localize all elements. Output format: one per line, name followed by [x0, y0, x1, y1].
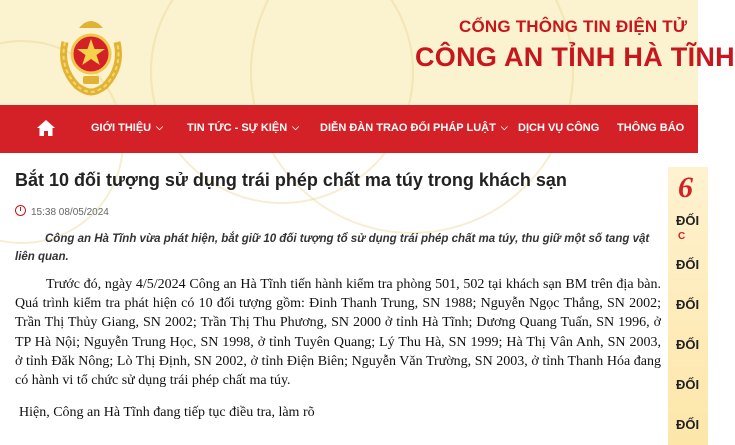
site-header [0, 0, 735, 105]
nav-item-label: DIỄN ĐÀN TRAO ĐỔI PHÁP LUẬT [320, 122, 496, 134]
article-timestamp: 15:38 08/05/2024 [31, 207, 109, 218]
nav-item-dich-vu-cong[interactable] [518, 122, 599, 134]
article-lead: Công an Hà Tĩnh vừa phát hiện, bắt giữ 10 đối tượng tổ sử dụng trái phép chất ma túy, thu giữ một số tang vật liên quan. [15, 233, 650, 263]
nav-item-label: GIỚI THIỆU [91, 122, 152, 134]
nav-item-label: TIN TỨC - SỰ KIỆN [187, 122, 288, 134]
nav-item-gioi-thieu[interactable] [91, 122, 163, 134]
banner-label: ĐỐI [676, 297, 700, 312]
site-subtitle: CỔNG THÔNG TIN ĐIỆN TỬ [459, 17, 688, 36]
article-paragraph: Hiện, Công an Hà Tĩnh đang tiếp tục điều tra, làm rõ [19, 405, 315, 420]
article-title: Bắt 10 đối tượng sử dụng trái phép chất ma túy trong khách sạn [15, 170, 567, 190]
chevron-down-icon: ⌵ [292, 122, 299, 132]
article-meta [15, 204, 109, 218]
nav-item-thong-bao[interactable] [617, 122, 684, 134]
banner-label: ĐỐI [676, 377, 700, 392]
nav-item-label: DỊCH VỤ CÔNG [518, 122, 600, 134]
chevron-down-icon: ⌵ [156, 122, 163, 132]
home-icon[interactable] [36, 119, 56, 137]
banner-label: ĐỐI [676, 337, 700, 352]
chevron-down-icon: ⌵ [500, 122, 508, 132]
nav-item-dien-dan[interactable] [320, 122, 508, 134]
banner-label: ĐỐI [676, 257, 700, 272]
banner-label: ĐỐI [676, 213, 700, 228]
clock-icon [15, 205, 26, 216]
banner-label: ĐỐI [676, 417, 700, 432]
nav-item-label: THÔNG BÁO [617, 122, 685, 134]
nav-item-tin-tuc-su-kien[interactable] [187, 122, 299, 134]
banner-accent: C [678, 231, 686, 242]
main-nav [0, 105, 698, 153]
banner-number: 6 [678, 171, 693, 204]
site-title[interactable]: CÔNG AN TỈNH HÀ TĨNH [415, 42, 735, 72]
article-paragraph: Trước đó, ngày 4/5/2024 Công an Hà Tĩnh tiến hành kiểm tra phòng 501, 502 tại khách sạn BM trên địa bàn. Quá trình kiểm tra phát hiện có 10 đối tượng gồm: Đinh Thanh Trung, SN 1988; Nguyễn Ngọc Thắng, SN 2002; Trần Thị Thủy Giang, SN 2002; Trần Thị Thu Phương, SN 2000 ở tỉnh Hà Tĩnh; Dương Quang Tuấn, SN 1996, ở TP Hà Nội; Nguyễn Trung Học, SN 1998, ở tỉnh Tuyên Quang; Lý Thu Hà, SN 1999; Hà Thị Vân Anh, SN 2003, ở tỉnh Đăk Nông; Lò Thị Định, SN 2002, ở tỉnh Điện Biên; Nguyễn Văn Trường, SN 2003, ở tỉnh Thanh Hóa đang có hành vi tổ chức sử dụng trái phép chất ma túy. [15, 277, 661, 389]
sidebar-banner[interactable] [668, 167, 708, 445]
police-emblem-icon[interactable] [55, 12, 127, 96]
